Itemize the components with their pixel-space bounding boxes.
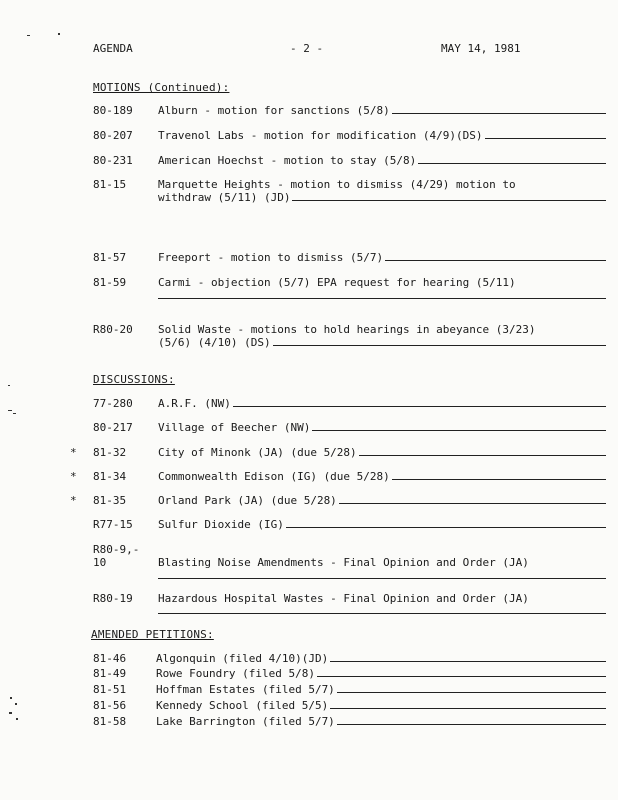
docket-number: 81-32: [93, 446, 127, 459]
item-description: Blasting Noise Amendments - Final Opinion and Order (JA): [158, 556, 529, 569]
item-description: Travenol Labs - motion for modification (4/9)(DS): [158, 129, 483, 142]
docket-number: 80-217: [93, 421, 133, 434]
item-description: Carmi - objection (5/7) EPA request for hearing (5/11): [158, 276, 516, 289]
item-description: Kennedy School (filed 5/5): [156, 699, 329, 712]
blank-line: [158, 613, 606, 614]
agenda-item-continued: [0, 191, 618, 205]
agenda-item: [0, 715, 618, 729]
priority-asterisk: *: [70, 446, 77, 459]
scan-speck: [58, 33, 60, 35]
scan-speck: [8, 385, 10, 386]
docket-number-line2: 10: [93, 556, 107, 569]
scan-speck: [9, 712, 12, 714]
item-description: Commonwealth Edison (IG) (due 5/28): [158, 470, 390, 483]
agenda-item: [0, 154, 618, 168]
docket-number: 81-15: [93, 178, 127, 191]
docket-number: R80-19: [93, 592, 133, 605]
blank-line: [158, 578, 606, 579]
agenda-item: [0, 592, 618, 606]
docket-number: 81-58: [93, 715, 127, 728]
discussions-heading: DISCUSSIONS:: [93, 373, 175, 386]
agenda-item: [0, 494, 618, 508]
item-description-line2: (5/6) (4/10) (DS): [158, 336, 271, 349]
scan-speck: [15, 703, 17, 705]
item-description: Orland Park (JA) (due 5/28): [158, 494, 337, 507]
item-description: City of Minonk (JA) (due 5/28): [158, 446, 357, 459]
docket-number: R80-20: [93, 323, 133, 336]
agenda-item: [0, 251, 618, 265]
item-description-line2: withdraw (5/11) (JD): [158, 191, 291, 204]
agenda-item: [0, 397, 618, 411]
docket-number: 81-34: [93, 470, 127, 483]
item-description: Rowe Foundry (filed 5/8): [156, 667, 315, 680]
docket-number: 77-280: [93, 397, 133, 410]
item-description: Hoffman Estates (filed 5/7): [156, 683, 335, 696]
item-description: Marquette Heights - motion to dismiss (4/29) motion to: [158, 178, 516, 191]
header-date: MAY 14, 1981: [441, 42, 521, 55]
item-description: Village of Beecher (NW): [158, 421, 311, 434]
item-description: A.R.F. (NW): [158, 397, 231, 410]
scan-speck: [8, 410, 12, 411]
item-description: Solid Waste - motions to hold hearings in abeyance (3/23): [158, 323, 536, 336]
item-description: Algonquin (filed 4/10)(JD): [156, 652, 329, 665]
docket-number: 80-207: [93, 129, 133, 142]
scan-speck: [27, 35, 30, 36]
agenda-item: [0, 543, 618, 557]
docket-number: 81-35: [93, 494, 127, 507]
item-description: Sulfur Dioxide (IG): [158, 518, 284, 531]
item-description: Alburn - motion for sanctions (5/8): [158, 104, 390, 117]
blank-line: [158, 298, 606, 299]
item-description: Lake Barrington (filed 5/7): [156, 715, 335, 728]
agenda-item: [0, 276, 618, 290]
scan-speck: [13, 413, 16, 414]
docket-number: 81-56: [93, 699, 127, 712]
docket-number: 81-49: [93, 667, 127, 680]
agenda-item: [0, 470, 618, 484]
priority-asterisk: *: [70, 470, 77, 483]
agenda-item: [0, 446, 618, 460]
priority-asterisk: *: [70, 494, 77, 507]
agenda-item: [0, 104, 618, 118]
agenda-item: [0, 323, 618, 337]
agenda-item: [0, 421, 618, 435]
item-description: Hazardous Hospital Wastes - Final Opinion and Order (JA): [158, 592, 529, 605]
agenda-item-continued: [0, 336, 618, 350]
docket-number: 81-46: [93, 652, 127, 665]
page-number: - 2 -: [290, 42, 324, 55]
agenda-item: [0, 518, 618, 532]
header-left: AGENDA: [93, 42, 133, 55]
agenda-item: [0, 699, 618, 713]
agenda-item: [0, 556, 618, 570]
scan-speck: [16, 718, 18, 720]
item-description: American Hoechst - motion to stay (5/8): [158, 154, 417, 167]
agenda-item: [0, 683, 618, 697]
agenda-item: [0, 652, 618, 666]
docket-number: 80-189: [93, 104, 133, 117]
docket-number: 80-231: [93, 154, 133, 167]
docket-number: 81-51: [93, 683, 127, 696]
motions-heading: MOTIONS (Continued):: [93, 81, 230, 94]
item-description: Freeport - motion to dismiss (5/7): [158, 251, 384, 264]
agenda-item: [0, 129, 618, 143]
scan-speck: [10, 697, 12, 699]
docket-number: 81-59: [93, 276, 127, 289]
agenda-item: [0, 667, 618, 681]
amended-heading: AMENDED PETITIONS:: [91, 628, 214, 641]
agenda-item: [0, 178, 618, 192]
docket-number: 81-57: [93, 251, 127, 264]
docket-number: R80-9,-: [93, 543, 140, 556]
docket-number: R77-15: [93, 518, 133, 531]
